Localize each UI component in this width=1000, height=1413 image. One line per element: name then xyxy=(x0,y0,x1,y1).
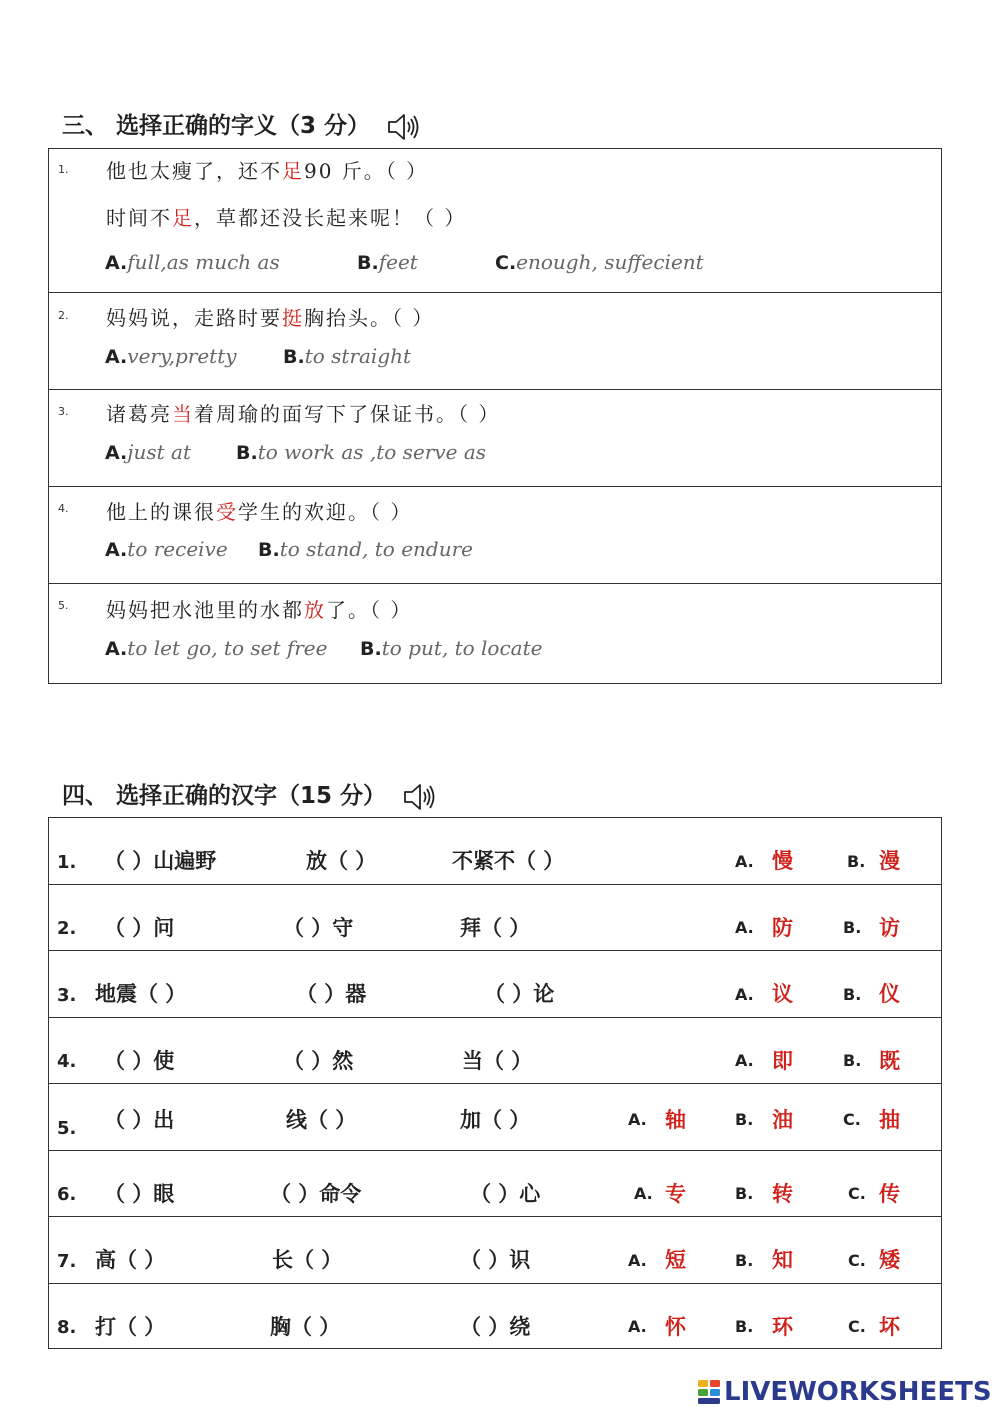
choice-label: B. xyxy=(735,1110,754,1129)
blank-phrase[interactable]: 放（ ） xyxy=(306,849,377,873)
option-a[interactable]: A.full,as much as xyxy=(105,250,280,274)
choice-character[interactable]: 防 xyxy=(772,916,793,940)
choice-label: A. xyxy=(628,1251,647,1270)
logo-icon xyxy=(697,1379,721,1405)
choice-label: A. xyxy=(735,1051,754,1070)
section4-title-wrap xyxy=(62,777,438,812)
blank-phrase[interactable]: （ ）命令 xyxy=(270,1182,362,1206)
target-character: 受 xyxy=(216,500,238,524)
blank-phrase[interactable]: 长（ ） xyxy=(272,1248,343,1272)
choice-label: B. xyxy=(843,1051,862,1070)
blank-phrase[interactable]: （ ）识 xyxy=(460,1248,531,1272)
blank-phrase[interactable]: （ ）守 xyxy=(283,916,354,940)
choice-label: A. xyxy=(735,852,754,871)
question-sentence: 妈妈说，走路时要挺胸抬头。（ ） xyxy=(106,306,435,330)
choice-label: C. xyxy=(843,1110,861,1129)
choice-label: C. xyxy=(848,1251,866,1270)
option-c[interactable]: C.enough, suffecient xyxy=(495,250,704,274)
choice-character[interactable]: 仪 xyxy=(879,982,900,1006)
choice-label: C. xyxy=(848,1317,866,1336)
choice-label: B. xyxy=(843,985,862,1004)
row-number: 2. xyxy=(57,918,77,939)
blank-phrase[interactable]: 线（ ） xyxy=(286,1108,357,1132)
target-character: 足 xyxy=(172,206,194,230)
row-number: 6. xyxy=(57,1184,77,1205)
option-b[interactable]: B.to work as ,to serve as xyxy=(236,440,487,464)
row-number: 5. xyxy=(57,1118,77,1139)
choice-character[interactable]: 专 xyxy=(665,1182,686,1206)
choice-label: B. xyxy=(735,1184,754,1203)
choice-label: B. xyxy=(847,852,866,871)
blank-phrase[interactable]: （ ）问 xyxy=(104,916,175,940)
option-a[interactable]: A.to receive xyxy=(105,537,228,561)
choice-character[interactable]: 既 xyxy=(879,1049,900,1073)
blank-phrase[interactable]: 地震（ ） xyxy=(95,982,187,1006)
row-number: 4. xyxy=(57,1051,77,1072)
choice-label: A. xyxy=(735,985,754,1004)
choice-character[interactable]: 慢 xyxy=(772,849,793,873)
target-character: 当 xyxy=(172,402,194,426)
row-number: 8. xyxy=(57,1317,77,1338)
blank-phrase[interactable]: 打（ ） xyxy=(95,1315,166,1339)
choice-character[interactable]: 矮 xyxy=(879,1248,900,1272)
blank-phrase[interactable]: 加（ ） xyxy=(460,1108,531,1132)
target-character: 挺 xyxy=(282,306,304,330)
choice-label: A. xyxy=(628,1110,647,1129)
question-sentence: 他上的课很受学生的欢迎。（ ） xyxy=(106,500,413,524)
option-a[interactable]: A.just at xyxy=(105,440,191,464)
blank-phrase[interactable]: （ ）使 xyxy=(104,1049,175,1073)
blank-phrase[interactable]: （ ）论 xyxy=(484,982,555,1006)
blank-phrase[interactable]: （ ）出 xyxy=(104,1108,175,1132)
speaker-icon[interactable] xyxy=(386,112,422,142)
question-sentence: 妈妈把水池里的水都放了。（ ） xyxy=(106,598,413,622)
row-number: 3. xyxy=(57,985,77,1006)
choice-character[interactable]: 短 xyxy=(665,1248,686,1272)
section4-title: 四、 选择正确的汉字（15 分） xyxy=(62,783,387,809)
choice-character[interactable]: 漫 xyxy=(879,849,900,873)
target-character: 放 xyxy=(304,598,326,622)
choice-label: B. xyxy=(735,1251,754,1270)
blank-phrase[interactable]: 高（ ） xyxy=(95,1248,166,1272)
speaker-icon[interactable] xyxy=(402,782,438,812)
question-sentence: 他也太瘦了，还不足90 斤。（ ） xyxy=(106,159,429,183)
option-b[interactable]: B.feet xyxy=(357,250,418,274)
question-sentence: 诸葛亮当着周瑜的面写下了保证书。（ ） xyxy=(106,402,501,426)
option-b[interactable]: B.to put, to locate xyxy=(360,636,543,660)
choice-character[interactable]: 轴 xyxy=(665,1108,686,1132)
choice-character[interactable]: 环 xyxy=(772,1315,793,1339)
item-number: 2. xyxy=(58,309,69,322)
blank-phrase[interactable]: 胸（ ） xyxy=(270,1315,341,1339)
blank-phrase[interactable]: （ ）眼 xyxy=(104,1182,175,1206)
blank-phrase[interactable]: （ ）绕 xyxy=(460,1315,531,1339)
blank-phrase[interactable]: 拜（ ） xyxy=(460,916,531,940)
blank-phrase[interactable]: （ ）器 xyxy=(296,982,367,1006)
item-number: 4. xyxy=(58,502,69,515)
row-number: 7. xyxy=(57,1251,77,1272)
blank-phrase[interactable]: （ ）心 xyxy=(470,1182,541,1206)
choice-character[interactable]: 转 xyxy=(772,1182,793,1206)
choice-label: B. xyxy=(843,918,862,937)
row-number: 1. xyxy=(57,852,77,873)
blank-phrase[interactable]: （ ）然 xyxy=(283,1049,354,1073)
choice-character[interactable]: 议 xyxy=(772,982,793,1006)
item-number: 1. xyxy=(58,163,69,176)
choice-character[interactable]: 知 xyxy=(772,1248,793,1272)
choice-character[interactable]: 怀 xyxy=(665,1315,686,1339)
choice-character[interactable]: 访 xyxy=(879,916,900,940)
section3-title-wrap xyxy=(62,107,422,142)
item-number: 3. xyxy=(58,405,69,418)
blank-phrase[interactable]: （ ）山遍野 xyxy=(104,849,217,873)
section3-title: 三、 选择正确的字义（3 分） xyxy=(62,113,371,139)
choice-character[interactable]: 即 xyxy=(772,1049,793,1073)
question-sentence: 时间不足，草都还没长起来呢！（ ） xyxy=(106,206,467,230)
choice-label: A. xyxy=(634,1184,653,1203)
choice-label: A. xyxy=(628,1317,647,1336)
choice-label: C. xyxy=(848,1184,866,1203)
choice-character[interactable]: 抽 xyxy=(879,1108,900,1132)
target-character: 足 xyxy=(282,159,304,183)
option-b[interactable]: B.to straight xyxy=(283,344,412,368)
blank-phrase[interactable]: 不紧不（ ） xyxy=(452,849,565,873)
choice-label: B. xyxy=(735,1317,754,1336)
option-b[interactable]: B.to stand, to endure xyxy=(258,537,473,561)
brand-name: LIVEWORKSHEETS xyxy=(724,1377,992,1407)
option-a[interactable]: A.to let go, to set free xyxy=(105,636,328,660)
item-number: 5. xyxy=(58,599,69,612)
choice-character[interactable]: 坏 xyxy=(879,1315,900,1339)
option-a[interactable]: A.very,pretty xyxy=(105,344,237,368)
choice-character[interactable]: 传 xyxy=(879,1182,900,1206)
choice-label: A. xyxy=(735,918,754,937)
choice-character[interactable]: 油 xyxy=(772,1108,793,1132)
liveworksheets-logo[interactable] xyxy=(697,1377,992,1407)
blank-phrase[interactable]: 当（ ） xyxy=(462,1049,533,1073)
